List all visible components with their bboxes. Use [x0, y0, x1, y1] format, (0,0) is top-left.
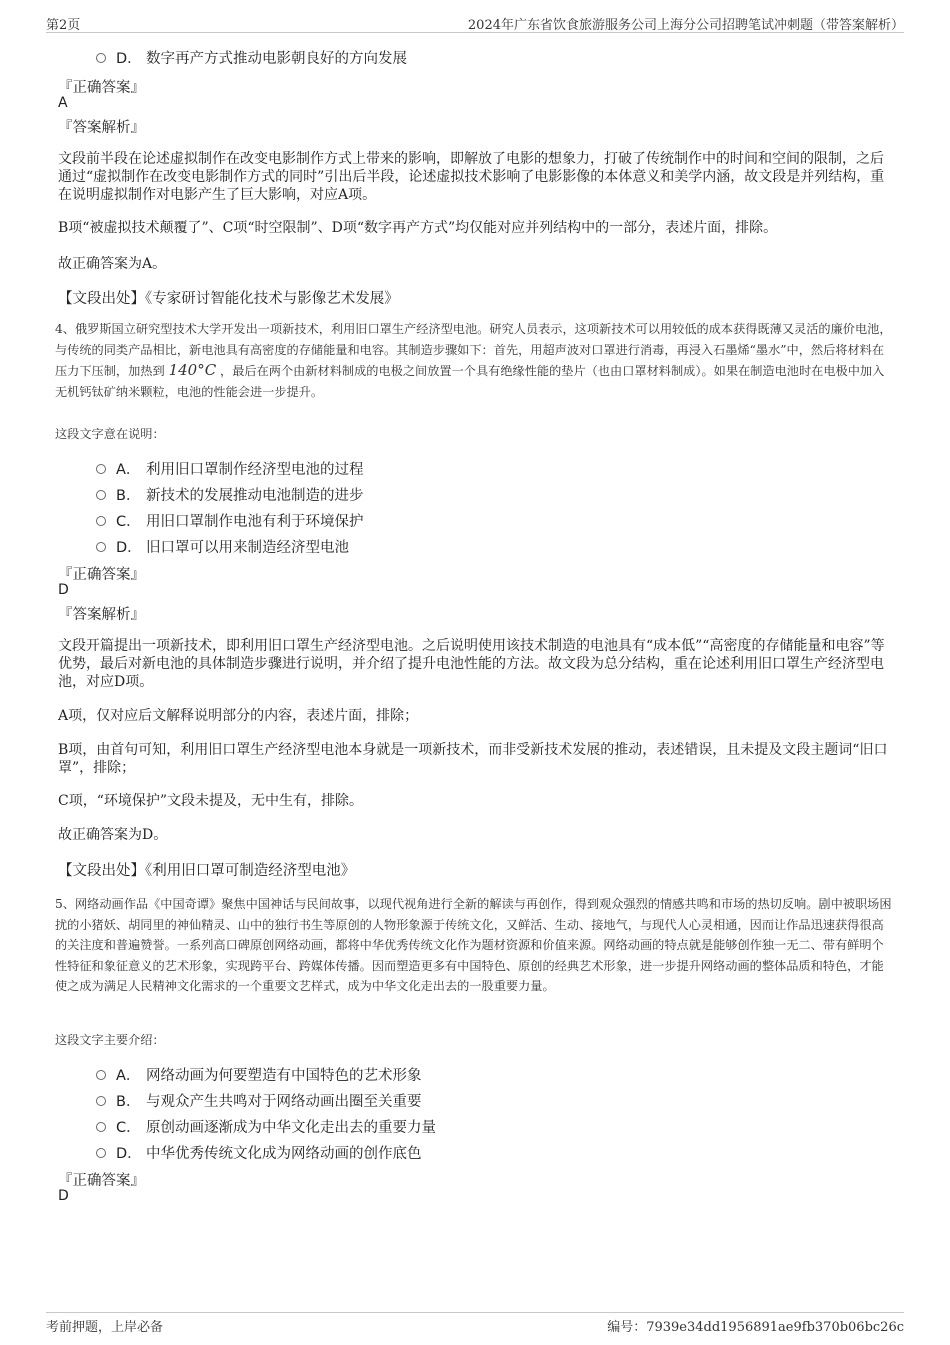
q4-option-d[interactable]: D． 旧口罩可以用来制造经济型电池 — [96, 536, 349, 557]
page-number: 第2页 — [46, 18, 81, 33]
q3-option-d[interactable]: D． 数字再产方式推动电影朝良好的方向发展 — [96, 47, 407, 68]
document-id: 编号：7939e34dd1956891ae9fb370b06bc26c — [607, 1320, 904, 1335]
q4-temperature: 140°C — [168, 361, 217, 379]
q4-answer-label: 『正确答案』 — [58, 567, 145, 583]
q4-answer: D — [58, 582, 69, 598]
radio-icon[interactable] — [96, 516, 106, 526]
q4-analysis-para-4: C项，“环境保护”文段未提及，无中生有，排除。 — [58, 793, 364, 809]
q4-source: 【文段出处】《利用旧口罩可制造经济型电池》 — [58, 863, 356, 879]
q4-analysis-para-3: B项，由首句可知，利用旧口罩生产经济型电池本身就是一项新技术，而非受新技术发展的推动，表述错误，且未提及文段主题词“旧口罩”，排除； — [58, 742, 888, 776]
radio-icon[interactable] — [96, 1122, 106, 1132]
q4-prompt: 这段文字意在说明： — [55, 427, 165, 441]
q3-analysis-para-1: 文段前半段在论述虚拟制作在改变电影制作方式上带来的影响，即解放了电影的想象力，打破了传统制作中的时间和空间的限制，之后通过“虚拟制作在改变电影制作方式的同时”引出后半段，论述虚拟技术影响了电影影像的本体意义和美学内涵，故文段是并列结构，重在说明虚拟制作对电影产生了巨大影响，对应A项。 — [58, 151, 885, 203]
q5-answer: D — [58, 1188, 69, 1204]
q3-analysis-para-2: B项“被虚拟技术颠覆了”、C项“时空限制”、D项“数字再产方式”均仅能对应并列结构中的一部分，表述片面，排除。 — [58, 220, 778, 236]
radio-icon[interactable] — [96, 53, 106, 63]
radio-icon[interactable] — [96, 1070, 106, 1080]
radio-icon[interactable] — [96, 490, 106, 500]
q5-option-b[interactable]: B． 与观众产生共鸣对于网络动画出圈至关重要 — [96, 1090, 422, 1111]
q4-option-c[interactable]: C． 用旧口罩制作电池有利于环境保护 — [96, 510, 364, 531]
page-footer — [46, 1312, 904, 1337]
q5-option-d[interactable]: D． 中华优秀传统文化成为网络动画的创作底色 — [96, 1142, 422, 1163]
q4-question-text: 4、俄罗斯国立研究型技术大学开发出一项新技术，利用旧口罩生产经济型电池。研究人员表示，这项新技术可以用较低的成本获得既薄又灵活的廉价电池，与传统的同类产品相比，新电池具有高密度的存储能量和电容。其制造步骤如下：首先，用超声波对口罩进行消毒，再浸入石墨烯“墨水”中，然后将材料在压力下压制，加热到 140°C ，最后在两个由新材料制成的电极之间放置一个具有绝缘性能的垫片（也由口罩材料制成）。如果在制造电池时在电极中加入无机钙钛矿纳米颗粒，电池的性能会进一步提升。 — [55, 322, 892, 399]
q3-source: 【文段出处】《专家研讨智能化技术与影像艺术发展》 — [58, 291, 399, 307]
q5-prompt: 这段文字主要介绍： — [55, 1033, 165, 1047]
q4-analysis-label: 『答案解析』 — [58, 607, 145, 623]
q4-analysis-para-1: 文段开篇提出一项新技术，即利用旧口罩生产经济型电池。之后说明使用该技术制造的电池具有“成本低”“高密度的存储能量和电容”等优势，最后对新电池的具体制造步骤进行说明，并介绍了提升电池性能的方法。故文段为总分结构，重在论述利用旧口罩生产经济型电池，对应D项。 — [58, 638, 885, 690]
q4-analysis-para-5: 故正确答案为D。 — [58, 827, 168, 843]
radio-icon[interactable] — [96, 1148, 106, 1158]
q4-option-b[interactable]: B． 新技术的发展推动电池制造的进步 — [96, 484, 364, 505]
q5-option-a[interactable]: A． 网络动画为何要塑造有中国特色的艺术形象 — [96, 1064, 422, 1085]
radio-icon[interactable] — [96, 542, 106, 552]
page-header — [46, 14, 904, 33]
q3-analysis-label: 『答案解析』 — [58, 120, 145, 136]
q3-answer-label: 『正确答案』 — [58, 80, 145, 96]
radio-icon[interactable] — [96, 1096, 106, 1106]
document-title: 2024年广东省饮食旅游服务公司上海分公司招聘笔试冲刺题（带答案解析） — [467, 18, 904, 33]
q5-option-c[interactable]: C． 原创动画逐渐成为中华文化走出去的重要力量 — [96, 1116, 436, 1137]
radio-icon[interactable] — [96, 464, 106, 474]
q4-analysis-para-2: A项，仅对应后文解释说明部分的内容，表述片面，排除； — [58, 708, 419, 724]
q3-answer: A — [58, 95, 68, 111]
q3-analysis-para-3: 故正确答案为A。 — [58, 256, 167, 272]
footer-slogan: 考前押题，上岸必备 — [46, 1320, 164, 1335]
q5-answer-label: 『正确答案』 — [58, 1173, 145, 1189]
q5-question-text: 5、网络动画作品《中国奇谭》聚焦中国神话与民间故事，以现代视角进行全新的解读与再创作，得到观众强烈的情感共鸣和市场的热切反响。剧中被职场困扰的小猪妖、胡同里的神仙精灵、山中的独行书生等原创的人物形象源于传统文化，又鲜活、生动、接地气，与现代人心灵相通，因而让作品迅速获得很高的关注度和普遍赞誉。一系列高口碑原创网络动画，都将中华优秀传统文化作为题材资源和价值来源。网络动画的特点就是能够创作独一无二、带有鲜明个性特征和象征意义的艺术形象，实现跨平台、跨媒体传播。因而塑造更多有中国特色、原创的经典艺术形象，进一步提升网络动画的整体品质和特色，才能使之成为满足人民精神文化需求的一个重要文艺样式，成为中华文化走出去的一股重要力量。 — [55, 897, 892, 993]
q4-option-a[interactable]: A． 利用旧口罩制作经济型电池的过程 — [96, 458, 364, 479]
